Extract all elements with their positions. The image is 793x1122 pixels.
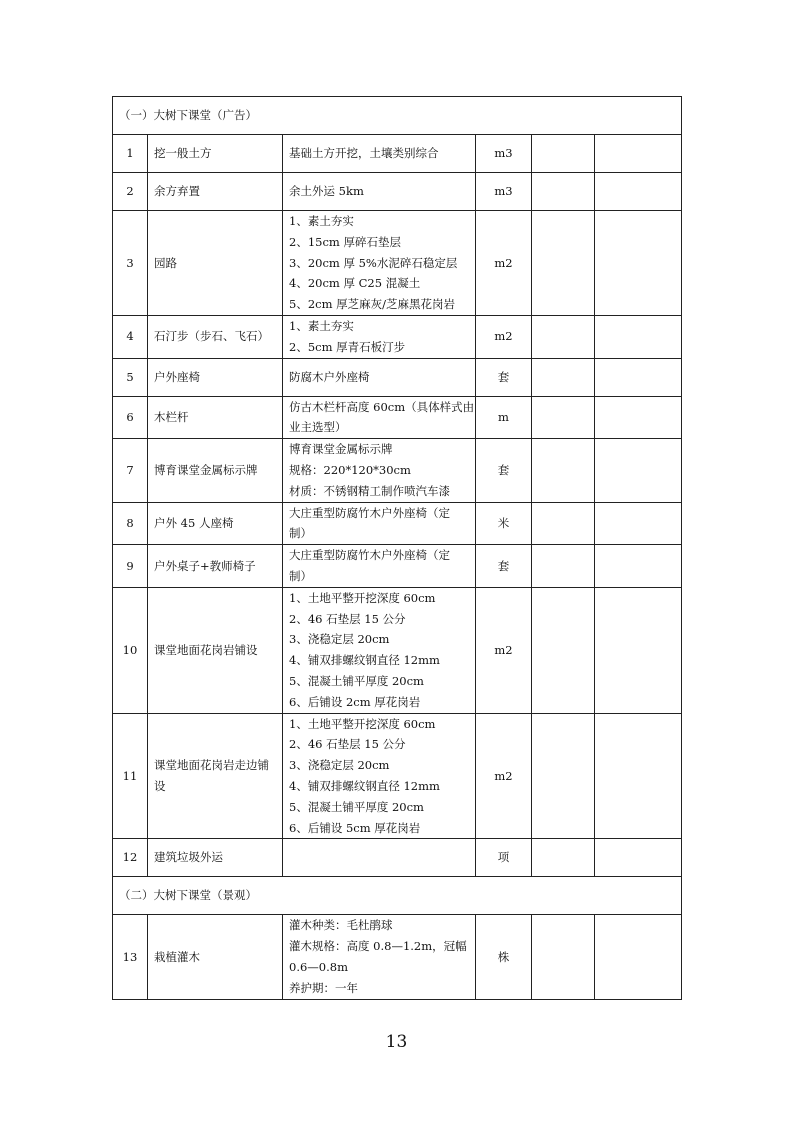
item-unit-cell: m2 <box>476 316 532 359</box>
page-number: 13 <box>385 1032 408 1052</box>
item-unit-cell: m2 <box>476 211 532 316</box>
description-line: 1、土地平整开挖深度 60cm <box>289 590 436 605</box>
item-number-cell: 5 <box>113 358 148 396</box>
description-line: 博育课堂金属标示牌 <box>289 442 393 457</box>
description-line: 5、混凝土铺平厚度 20cm <box>289 673 424 688</box>
item-number-cell: 4 <box>113 316 148 359</box>
amount-cell <box>595 316 682 359</box>
section-title: （一）大树下课堂（广告） <box>113 97 682 135</box>
description-line: 仿古木栏杆高度 60cm（具体样式由 <box>289 399 475 414</box>
description-line: 1、土地平整开挖深度 60cm <box>289 716 436 731</box>
item-unit-cell: 米 <box>476 502 532 545</box>
table-row <box>113 545 682 588</box>
item-unit-cell: m3 <box>476 173 532 211</box>
amount-cell <box>595 545 682 588</box>
item-number-cell: 3 <box>113 211 148 316</box>
table-row <box>113 135 682 173</box>
item-unit-cell: m <box>476 396 532 439</box>
description-line: 6、后铺设 2cm 厚花岗岩 <box>289 694 421 709</box>
amount-cell <box>595 358 682 396</box>
item-number-cell: 13 <box>113 915 148 999</box>
item-description-cell <box>283 587 476 713</box>
item-name-cell: 栽植灌木 <box>148 915 283 999</box>
description-line: 基础土方开挖，土壤类别综合 <box>289 146 439 161</box>
item-name-cell: 石汀步（步石、飞石） <box>148 316 283 359</box>
description-line: 材质：不锈钢精工制作喷汽车漆 <box>289 483 450 498</box>
item-number-cell: 11 <box>113 713 148 839</box>
item-name-cell: 户外桌子+教师椅子 <box>148 545 283 588</box>
item-description-cell <box>283 396 476 439</box>
table-row <box>113 396 682 439</box>
description-line: 2、46 石垫层 15 公分 <box>289 611 406 626</box>
quantity-cell <box>532 211 595 316</box>
item-unit-cell: 套 <box>476 545 532 588</box>
item-unit-cell: 套 <box>476 439 532 502</box>
amount-cell <box>595 713 682 839</box>
description-line: 3、浇稳定层 20cm <box>289 632 390 647</box>
amount-cell <box>595 439 682 502</box>
description-line: 防腐木户外座椅 <box>289 369 370 384</box>
description-line: 余土外运 5km <box>289 184 364 199</box>
item-name-cell: 户外 45 人座椅 <box>148 502 283 545</box>
description-line: 5、混凝土铺平厚度 20cm <box>289 799 424 814</box>
quantity-cell <box>532 713 595 839</box>
item-description-cell <box>283 173 476 211</box>
description-line: 大庄重型防腐竹木户外座椅（定 <box>289 548 450 563</box>
table-row <box>113 316 682 359</box>
description-line: 养护期：一年 <box>289 980 358 995</box>
item-number-cell: 2 <box>113 173 148 211</box>
item-number-cell: 1 <box>113 135 148 173</box>
item-description-cell <box>283 545 476 588</box>
quantity-cell <box>532 439 595 502</box>
quantity-cell <box>532 502 595 545</box>
item-number-cell: 12 <box>113 839 148 877</box>
amount-cell <box>595 135 682 173</box>
description-line: 业主选型） <box>289 420 347 435</box>
description-line: 灌木规格：高度 0.8—1.2m，冠幅 <box>289 939 467 954</box>
amount-cell <box>595 915 682 999</box>
description-line: 大庄重型防腐竹木户外座椅（定 <box>289 505 450 520</box>
amount-cell <box>595 502 682 545</box>
item-description-cell <box>283 502 476 545</box>
item-description-cell <box>283 135 476 173</box>
item-name-cell: 博育课堂金属标示牌 <box>148 439 283 502</box>
description-line: 5、2cm 厚芝麻灰/芝麻黑花岗岩 <box>289 297 456 312</box>
amount-cell <box>595 587 682 713</box>
quantity-cell <box>532 587 595 713</box>
quantity-cell <box>532 316 595 359</box>
item-name-cell: 园路 <box>148 211 283 316</box>
item-number-cell: 9 <box>113 545 148 588</box>
description-line: 1、素土夯实 <box>289 319 354 333</box>
item-name-cell: 课堂地面花岗岩铺设 <box>148 587 283 713</box>
amount-cell <box>595 173 682 211</box>
quantity-cell <box>532 545 595 588</box>
item-name-cell: 课堂地面花岗岩走边铺设 <box>148 713 283 839</box>
item-unit-cell: 套 <box>476 358 532 396</box>
description-line: 3、浇稳定层 20cm <box>289 758 390 773</box>
item-unit-cell: m3 <box>476 135 532 173</box>
description-line: 灌木种类：毛杜鹃球 <box>289 918 393 933</box>
description-line: 0.6—0.8m <box>289 959 348 974</box>
description-line: 规格：220*120*30cm <box>289 462 411 477</box>
description-line: 4、20cm 厚 C25 混凝土 <box>289 276 421 291</box>
item-name-cell: 户外座椅 <box>148 358 283 396</box>
item-description-cell <box>283 316 476 359</box>
table-row <box>113 358 682 396</box>
item-description-cell <box>283 915 476 999</box>
description-line: 制） <box>289 568 312 583</box>
item-number-cell: 7 <box>113 439 148 502</box>
description-line: 3、20cm 厚 5%水泥碎石稳定层 <box>289 255 458 270</box>
section-title: （二）大树下课堂（景观） <box>113 877 682 915</box>
description-line: 1、素土夯实 <box>289 214 354 228</box>
description-line: 2、15cm 厚碎石垫层 <box>289 234 401 249</box>
quantity-cell <box>532 358 595 396</box>
table-row <box>113 173 682 211</box>
item-description-cell <box>283 839 476 877</box>
amount-cell <box>595 396 682 439</box>
amount-cell <box>595 839 682 877</box>
quantity-cell <box>532 135 595 173</box>
item-description-cell <box>283 439 476 502</box>
description-line: 2、46 石垫层 15 公分 <box>289 737 406 752</box>
item-name-cell: 余方弃置 <box>148 173 283 211</box>
item-number-cell: 8 <box>113 502 148 545</box>
quantity-cell <box>532 915 595 999</box>
item-name-cell: 挖一般土方 <box>148 135 283 173</box>
section-row <box>113 877 682 915</box>
description-line: 6、后铺设 5cm 厚花岗岩 <box>289 820 421 835</box>
table-row <box>113 915 682 999</box>
item-description-cell <box>283 358 476 396</box>
item-number-cell: 10 <box>113 587 148 713</box>
item-unit-cell: 株 <box>476 915 532 999</box>
description-line: 4、铺双排螺纹钢直径 12mm <box>289 778 440 793</box>
table-row <box>113 502 682 545</box>
table-row <box>113 211 682 316</box>
description-line: 2、5cm 厚青石板汀步 <box>289 339 406 354</box>
item-unit-cell: 项 <box>476 839 532 877</box>
item-unit-cell: m2 <box>476 713 532 839</box>
quantity-cell <box>532 839 595 877</box>
item-number-cell: 6 <box>113 396 148 439</box>
item-description-cell <box>283 211 476 316</box>
description-line: 制） <box>289 526 312 541</box>
item-name-cell: 建筑垃圾外运 <box>148 839 283 877</box>
item-description-cell <box>283 713 476 839</box>
item-unit-cell: m2 <box>476 587 532 713</box>
table-row <box>113 713 682 839</box>
description-line: 4、铺双排螺纹钢直径 12mm <box>289 653 440 668</box>
section-row <box>113 97 682 135</box>
quantity-cell <box>532 396 595 439</box>
item-name-cell: 木栏杆 <box>148 396 283 439</box>
table-row <box>113 587 682 713</box>
amount-cell <box>595 211 682 316</box>
table-body <box>113 97 682 1000</box>
table-row <box>113 439 682 502</box>
table-row <box>113 839 682 877</box>
bill-of-quantities-table <box>112 96 682 1000</box>
quantity-cell <box>532 173 595 211</box>
